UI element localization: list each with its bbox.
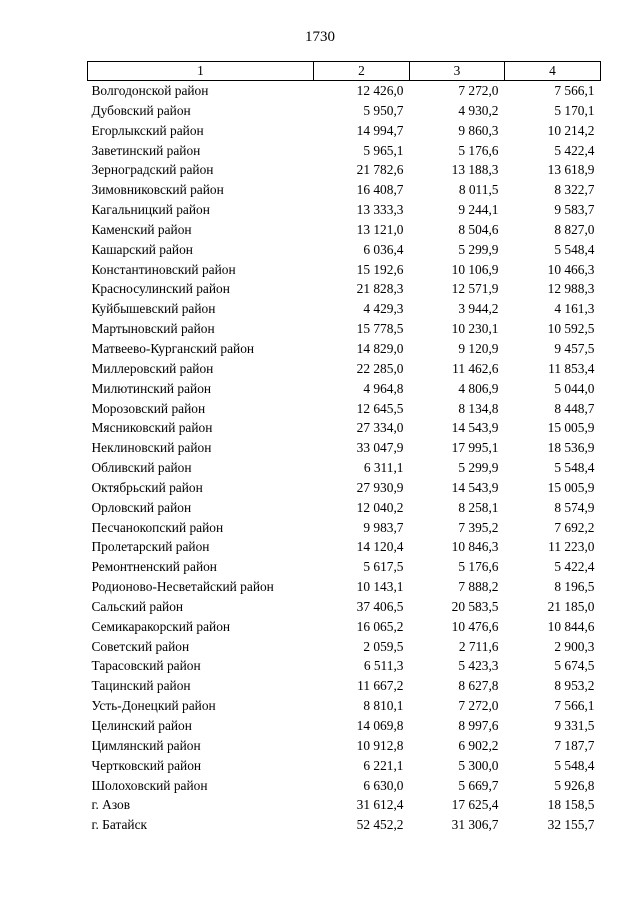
- value-cell-col-4: 21 185,0: [547, 598, 595, 614]
- value-cell-col-2: 52 452,2: [356, 817, 404, 833]
- table-row: [88, 656, 601, 676]
- district-name-cell: Сальский район: [91, 598, 184, 614]
- table-row: [88, 518, 601, 538]
- table-row: [88, 438, 601, 458]
- header-cell-col-3: 3: [410, 62, 505, 81]
- value-cell-col-2: 15 192,6: [356, 261, 404, 277]
- district-name-cell: Куйбышевский район: [91, 301, 216, 317]
- district-name-cell: Неклиновский район: [91, 440, 212, 456]
- value-cell-col-2: 12 040,2: [356, 499, 404, 515]
- value-cell-col-4: 5 674,5: [554, 658, 595, 674]
- value-cell-col-2: 21 828,3: [356, 281, 404, 297]
- value-cell-col-4: 7 692,2: [554, 519, 595, 535]
- district-name-cell: Мясниковский район: [91, 420, 213, 436]
- value-cell-col-4: 11 223,0: [548, 539, 595, 555]
- value-cell-col-3: 7 395,2: [458, 519, 499, 535]
- district-name-cell: г. Батайск: [91, 817, 148, 833]
- table-row: [88, 101, 601, 121]
- value-cell-col-3: 7 272,0: [458, 83, 499, 98]
- value-cell-col-3: 2 711,6: [458, 638, 499, 654]
- value-cell-col-4: 8 448,7: [554, 400, 595, 416]
- value-cell-col-4: 8 196,5: [554, 579, 595, 595]
- value-cell-col-2: 14 994,7: [356, 122, 404, 138]
- value-cell-col-4: 5 422,4: [554, 559, 595, 575]
- value-cell-col-3: 10 230,1: [451, 321, 499, 337]
- value-cell-col-2: 6 630,0: [363, 777, 404, 793]
- value-cell-col-3: 4 930,2: [458, 102, 499, 118]
- table-row: [88, 478, 601, 498]
- value-cell-col-3: 5 176,6: [458, 142, 499, 158]
- value-cell-col-4: 8 574,9: [554, 499, 595, 515]
- table-row: [88, 815, 601, 835]
- district-name-cell: Мартыновский район: [91, 321, 215, 337]
- table-row: [88, 220, 601, 240]
- district-name-cell: Милютинский район: [91, 380, 212, 396]
- district-name-cell: Пролетарский район: [91, 539, 210, 555]
- value-cell-col-3: 8 134,8: [458, 400, 499, 416]
- value-cell-col-2: 11 667,2: [357, 678, 404, 694]
- value-cell-col-3: 8 627,8: [458, 678, 499, 694]
- district-name-cell: Волгодонской район: [91, 83, 209, 98]
- value-cell-col-4: 18 158,5: [547, 797, 595, 813]
- value-cell-col-3: 13 188,3: [451, 162, 499, 178]
- table-row: [88, 180, 601, 200]
- value-cell-col-3: 7 272,0: [458, 698, 499, 714]
- district-name-cell: Чертковский район: [91, 757, 202, 773]
- header-cell-col-2: 2: [314, 62, 410, 81]
- district-name-cell: Шолоховский район: [91, 777, 208, 793]
- value-cell-col-2: 8 810,1: [363, 698, 404, 714]
- value-cell-col-3: 5 423,3: [458, 658, 499, 674]
- table-row: [88, 260, 601, 280]
- value-cell-col-2: 31 612,4: [356, 797, 404, 813]
- value-cell-col-2: 14 069,8: [356, 718, 404, 733]
- table-row: [88, 299, 601, 319]
- table-row: [88, 577, 601, 597]
- value-cell-col-4: 15 005,9: [547, 479, 595, 495]
- district-name-cell: Семикаракорский район: [91, 618, 231, 634]
- value-cell-col-4: 9 331,5: [554, 718, 595, 733]
- value-cell-col-4: 5 926,8: [554, 777, 595, 793]
- value-cell-col-3: 8 258,1: [458, 499, 499, 515]
- table-row: [88, 160, 601, 180]
- district-name-cell: Миллеровский район: [91, 360, 214, 376]
- table-row: [88, 240, 601, 260]
- value-cell-col-4: 5 548,4: [554, 460, 595, 476]
- value-cell-col-2: 14 120,4: [356, 539, 404, 555]
- table-row: [88, 795, 601, 815]
- table-row: [88, 716, 601, 736]
- value-cell-col-2: 15 778,5: [356, 321, 404, 337]
- district-name-cell: Тарасовский район: [91, 658, 201, 674]
- value-cell-col-2: 22 285,0: [356, 360, 404, 376]
- value-cell-col-4: 13 618,9: [547, 162, 595, 178]
- value-cell-col-2: 12 426,0: [356, 83, 404, 98]
- district-name-cell: Дубовский район: [91, 102, 191, 118]
- header-cell-col-4: 4: [505, 62, 601, 81]
- district-name-cell: Заветинский район: [91, 142, 201, 158]
- value-cell-col-4: 10 214,2: [547, 122, 595, 138]
- table-row: [88, 418, 601, 438]
- value-cell-col-2: 2 059,5: [363, 638, 404, 654]
- value-cell-col-3: 6 902,2: [458, 737, 499, 753]
- value-cell-col-4: 5 548,4: [554, 241, 595, 257]
- value-cell-col-4: 32 155,7: [547, 817, 595, 833]
- page-number: 1730: [305, 29, 335, 45]
- value-cell-col-2: 5 965,1: [363, 142, 404, 158]
- value-cell-col-3: 17 995,1: [451, 440, 499, 456]
- value-cell-col-3: 10 476,6: [451, 618, 499, 634]
- district-name-cell: Советский район: [91, 638, 190, 654]
- district-name-cell: Константиновский район: [91, 261, 236, 277]
- table-row: [88, 141, 601, 161]
- table-row: [88, 379, 601, 399]
- table-row: [88, 498, 601, 518]
- table-row: [88, 557, 601, 577]
- value-cell-col-3: 7 888,2: [458, 579, 499, 595]
- district-name-cell: Зимовниковский район: [91, 182, 224, 198]
- value-cell-col-3: 5 669,7: [458, 777, 499, 793]
- table-row: [88, 676, 601, 696]
- value-cell-col-2: 6 221,1: [363, 757, 404, 773]
- data-table: [87, 61, 601, 835]
- table-row: [88, 617, 601, 637]
- table-row: [88, 121, 601, 141]
- table-row: [88, 756, 601, 776]
- value-cell-col-3: 12 571,9: [451, 281, 499, 297]
- district-name-cell: Кашарский район: [91, 241, 193, 257]
- value-cell-col-4: 7 566,1: [554, 698, 595, 714]
- value-cell-col-2: 12 645,5: [356, 400, 404, 416]
- value-cell-col-4: 7 187,7: [554, 737, 595, 753]
- table-row: [88, 81, 601, 101]
- district-name-cell: Обливский район: [91, 460, 192, 476]
- value-cell-col-2: 10 912,8: [356, 737, 404, 753]
- value-cell-col-2: 6 036,4: [363, 241, 404, 257]
- value-cell-col-3: 9 244,1: [458, 202, 499, 218]
- value-cell-col-2: 37 406,5: [356, 598, 404, 614]
- value-cell-col-4: 5 044,0: [554, 380, 595, 396]
- district-name-cell: Каменский район: [91, 221, 192, 237]
- value-cell-col-3: 31 306,7: [451, 817, 499, 833]
- value-cell-col-2: 14 829,0: [356, 340, 404, 356]
- table-row: [88, 696, 601, 716]
- value-cell-col-4: 10 592,5: [547, 321, 595, 337]
- value-cell-col-4: 5 170,1: [554, 102, 595, 118]
- table-row: [88, 776, 601, 796]
- district-name-cell: Ремонтненский район: [91, 559, 217, 575]
- value-cell-col-3: 5 299,9: [458, 460, 499, 476]
- table-row: [88, 736, 601, 756]
- district-name-cell: Зерноградский район: [91, 162, 214, 178]
- value-cell-col-3: 9 120,9: [458, 340, 499, 356]
- value-cell-col-2: 4 429,3: [363, 301, 404, 317]
- value-cell-col-2: 33 047,9: [356, 440, 404, 456]
- value-cell-col-2: 21 782,6: [356, 162, 404, 178]
- district-name-cell: Цимлянский район: [91, 737, 201, 753]
- district-name-cell: Матвеево-Курганский район: [91, 340, 255, 356]
- value-cell-col-4: 8 827,0: [554, 221, 595, 237]
- district-name-cell: Морозовский район: [91, 400, 206, 416]
- value-cell-col-3: 10 106,9: [451, 261, 499, 277]
- value-cell-col-4: 9 457,5: [554, 340, 595, 356]
- district-name-cell: Песчанокопский район: [91, 519, 224, 535]
- value-cell-col-2: 9 983,7: [363, 519, 404, 535]
- district-name-cell: Красносулинский район: [91, 281, 230, 297]
- value-cell-col-3: 5 300,0: [458, 757, 499, 773]
- value-cell-col-2: 16 408,7: [356, 182, 404, 198]
- value-cell-col-2: 5 950,7: [363, 102, 404, 118]
- table-row: [88, 399, 601, 419]
- value-cell-col-4: 15 005,9: [547, 420, 595, 436]
- value-cell-col-4: 4 161,3: [554, 301, 595, 317]
- value-cell-col-4: 12 988,3: [547, 281, 595, 297]
- district-name-cell: г. Азов: [91, 797, 131, 813]
- value-cell-col-4: 10 466,3: [547, 261, 595, 277]
- table-row: [88, 279, 601, 299]
- table-row: [88, 637, 601, 657]
- value-cell-col-3: 20 583,5: [451, 598, 499, 614]
- district-name-cell: Родионово-Несветайский район: [91, 579, 274, 595]
- value-cell-col-3: 5 176,6: [458, 559, 499, 575]
- header-cell-col-1: 1: [88, 62, 314, 81]
- district-name-cell: Целинский район: [91, 718, 192, 733]
- value-cell-col-4: 8 322,7: [554, 182, 595, 198]
- district-name-cell: Усть-Донецкий район: [91, 698, 216, 714]
- district-name-cell: Егорлыкский район: [91, 122, 204, 138]
- table-body: [88, 81, 601, 836]
- value-cell-col-3: 14 543,9: [451, 420, 499, 436]
- table-header: [88, 62, 601, 81]
- value-cell-col-4: 18 536,9: [547, 440, 595, 456]
- value-cell-col-3: 11 462,6: [452, 360, 499, 376]
- district-name-cell: Кагальницкий район: [91, 202, 210, 218]
- value-cell-col-2: 27 930,9: [356, 479, 404, 495]
- value-cell-col-3: 8 011,5: [458, 182, 499, 198]
- value-cell-col-3: 8 997,6: [458, 718, 499, 733]
- value-cell-col-4: 2 900,3: [554, 638, 595, 654]
- value-cell-col-4: 10 844,6: [547, 618, 595, 634]
- district-name-cell: Тацинский район: [91, 678, 191, 694]
- value-cell-col-2: 10 143,1: [356, 579, 404, 595]
- value-cell-col-2: 13 333,3: [356, 202, 404, 218]
- table-row: [88, 319, 601, 339]
- table-row: [88, 359, 601, 379]
- value-cell-col-2: 16 065,2: [356, 618, 404, 634]
- value-cell-col-3: 10 846,3: [451, 539, 499, 555]
- value-cell-col-4: 9 583,7: [554, 202, 595, 218]
- value-cell-col-4: 5 422,4: [554, 142, 595, 158]
- district-name-cell: Орловский район: [91, 499, 192, 515]
- district-name-cell: Октябрьский район: [91, 479, 203, 495]
- value-cell-col-3: 14 543,9: [451, 479, 499, 495]
- value-cell-col-4: 11 853,4: [548, 360, 595, 376]
- value-cell-col-3: 17 625,4: [451, 797, 499, 813]
- value-cell-col-3: 5 299,9: [458, 241, 499, 257]
- table-row: [88, 458, 601, 478]
- value-cell-col-3: 9 860,3: [458, 122, 499, 138]
- header-row: [88, 62, 601, 81]
- table-row: [88, 200, 601, 220]
- value-cell-col-2: 5 617,5: [363, 559, 404, 575]
- value-cell-col-2: 4 964,8: [363, 380, 404, 396]
- value-cell-col-2: 6 511,3: [363, 658, 404, 674]
- value-cell-col-3: 3 944,2: [458, 301, 499, 317]
- value-cell-col-2: 13 121,0: [356, 221, 404, 237]
- value-cell-col-3: 8 504,6: [458, 221, 499, 237]
- table-row: [88, 339, 601, 359]
- value-cell-col-3: 4 806,9: [458, 380, 499, 396]
- value-cell-col-2: 6 311,1: [363, 460, 404, 476]
- table-row: [88, 537, 601, 557]
- value-cell-col-4: 7 566,1: [554, 83, 595, 98]
- value-cell-col-2: 27 334,0: [356, 420, 404, 436]
- value-cell-col-4: 8 953,2: [554, 678, 595, 694]
- value-cell-col-4: 5 548,4: [554, 757, 595, 773]
- table-row: [88, 597, 601, 617]
